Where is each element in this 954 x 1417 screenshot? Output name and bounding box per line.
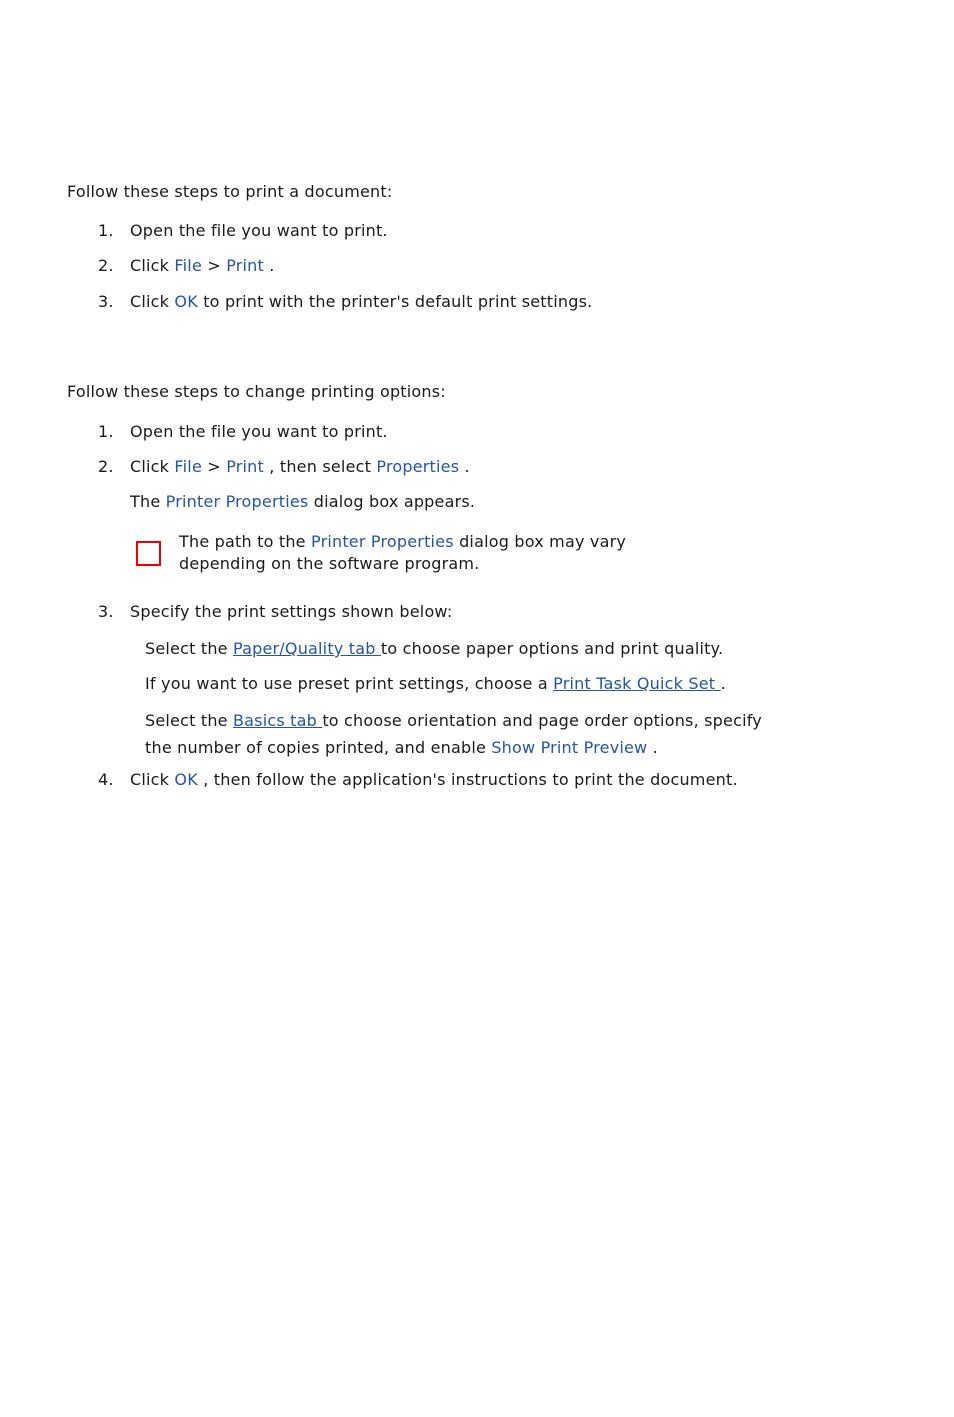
text-segment: depending on the software program. [179, 554, 480, 573]
link[interactable]: Print Task Quick Set [553, 674, 721, 693]
print-step-2 [98, 256, 954, 275]
note-line-1 [179, 531, 626, 553]
step-text [130, 457, 470, 476]
link[interactable]: Properties [376, 457, 460, 476]
text-segment: Select the [145, 639, 233, 658]
options-step-2-detail [130, 492, 954, 511]
detail-text [130, 492, 475, 511]
link[interactable]: Paper/Quality tab [233, 639, 381, 658]
options-step-3-sub-3 [145, 707, 954, 761]
link[interactable]: OK [174, 770, 198, 789]
step-text [130, 770, 738, 789]
step-text [130, 221, 388, 240]
text-segment: Specify the print settings shown below: [130, 602, 453, 621]
step-text [130, 256, 275, 275]
options-step-4 [98, 770, 954, 789]
text-segment: to choose orientation and page order options, specify [322, 711, 762, 730]
link[interactable]: Basics tab [233, 711, 323, 730]
print-step-1 [98, 221, 954, 240]
text-segment: Click [130, 457, 175, 476]
link[interactable]: File [174, 457, 202, 476]
step-number: 3. [98, 602, 114, 621]
text-segment: dialog box appears. [308, 492, 476, 511]
text-segment: If you want to use preset print settings, choose a [145, 674, 554, 693]
text-segment: to choose paper options and print quality. [380, 639, 724, 658]
sub-line-2 [145, 734, 954, 761]
text-segment: Open the file you want to print. [130, 422, 388, 441]
text-segment: , then follow the application's instructions to print the document. [197, 770, 738, 789]
text-segment: . [459, 457, 470, 476]
link[interactable]: Printer Properties [165, 492, 309, 511]
link[interactable]: OK [174, 292, 198, 311]
text-segment: > [202, 256, 227, 275]
options-step-3-sub-2 [145, 674, 954, 693]
text-segment: to print with the printer's default print settings. [197, 292, 593, 311]
step-text [130, 292, 592, 311]
text-segment: . [264, 256, 275, 275]
text-segment: , then select [264, 457, 377, 476]
text-segment: Click [130, 292, 175, 311]
step-text [130, 602, 452, 621]
print-step-3 [98, 292, 954, 311]
step-number: 1. [98, 221, 114, 240]
link[interactable]: Print [226, 256, 264, 275]
text-segment: The [130, 492, 166, 511]
text-segment: Click [130, 256, 175, 275]
text-segment: Open the file you want to print. [130, 221, 388, 240]
link[interactable]: Print [226, 457, 264, 476]
print-section-intro: Follow these steps to print a document: [67, 182, 393, 201]
note-line-2 [179, 553, 626, 575]
step-number: 1. [98, 422, 114, 441]
options-section-intro: Follow these steps to change printing options: [67, 382, 446, 401]
text-segment: the number of copies printed, and enable [145, 738, 492, 757]
text-segment: > [202, 457, 227, 476]
options-step-3 [98, 602, 954, 621]
text-segment: . [647, 738, 658, 757]
options-step-1 [98, 422, 954, 441]
link[interactable]: Printer Properties [311, 532, 454, 551]
link[interactable]: File [174, 256, 202, 275]
text-segment: dialog box may vary [453, 532, 627, 551]
text-segment: . [720, 674, 726, 693]
broken-image-icon [136, 541, 161, 566]
step-text [130, 422, 388, 441]
document-page [0, 182, 954, 789]
note-box [136, 531, 954, 575]
text-segment: Click [130, 770, 175, 789]
sub-line-1 [145, 707, 954, 734]
sub-text [145, 639, 723, 658]
note-text [179, 531, 626, 575]
options-step-3-sub-1 [145, 639, 954, 658]
text-segment: Select the [145, 711, 233, 730]
step-number: 3. [98, 292, 114, 311]
step-number: 2. [98, 256, 114, 275]
step-number: 2. [98, 457, 114, 476]
link[interactable]: Show Print Preview [491, 738, 648, 757]
sub-text [145, 674, 726, 693]
text-segment: The path to the [179, 532, 311, 551]
options-step-2 [98, 457, 954, 476]
step-number: 4. [98, 770, 114, 789]
